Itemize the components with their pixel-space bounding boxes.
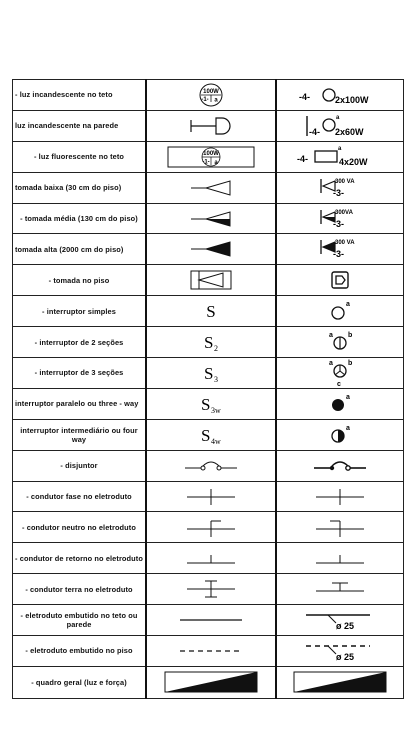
svg-text:-3-: -3- (333, 249, 344, 260)
svg-text:a: a (329, 332, 333, 340)
ceiling-conduit-plan (276, 605, 404, 636)
table-row (13, 203, 404, 234)
floor-conduit-plan (276, 636, 404, 667)
svg-text:S: S (204, 363, 214, 383)
svg-text:a: a (214, 159, 218, 166)
table-row (13, 234, 404, 265)
row-description: interruptor paralelo ou three - way (13, 388, 147, 419)
svg-text:-3-: -3- (333, 187, 344, 198)
table-row (13, 265, 404, 296)
svg-text:c: c (337, 380, 341, 388)
neutral-conductor-symbol (146, 512, 276, 543)
row-description: luz incandescente na parede (13, 110, 147, 141)
svg-text:a: a (346, 393, 350, 401)
row-description: - condutor fase no eletroduto (13, 481, 147, 512)
table-row (13, 80, 404, 111)
mid-outlet-symbol (146, 203, 276, 234)
return-conductor-symbol (146, 543, 276, 574)
svg-text:4x20W: 4x20W (339, 156, 368, 167)
breaker-plan (276, 450, 404, 481)
svg-text:2x100W: 2x100W (335, 94, 369, 105)
single-switch-symbol (146, 296, 276, 327)
svg-text:-1-: -1- (202, 159, 210, 166)
row-description: - condutor de retorno no eletroduto (13, 543, 147, 574)
wall-lamp-symbol (146, 110, 276, 141)
table-row (13, 481, 404, 512)
three-way-switch-symbol (146, 388, 276, 419)
conduit-diameter-label: ø 25 (336, 651, 355, 662)
mid-outlet-plan (276, 203, 404, 234)
table-row (13, 327, 404, 358)
ceiling-lamp-plan (276, 80, 404, 111)
row-description: - tomada no piso (13, 265, 147, 296)
row-description: - luz fluorescente no teto (13, 141, 147, 172)
low-outlet-plan (276, 172, 404, 203)
single-switch-plan (276, 296, 404, 327)
high-outlet-plan (276, 234, 404, 265)
svg-text:b: b (348, 332, 353, 340)
double-switch-plan (276, 327, 404, 358)
panel-symbol (146, 666, 276, 698)
triple-switch-symbol (146, 358, 276, 389)
svg-text:4w: 4w (211, 436, 221, 446)
wall-lamp-plan (276, 110, 404, 141)
svg-text:S: S (201, 394, 211, 414)
ceiling-conduit-symbol (146, 605, 276, 636)
svg-text:2x60W: 2x60W (335, 126, 364, 137)
table-row (13, 141, 404, 172)
row-description: tomada alta (2000 cm do piso) (13, 234, 147, 265)
neutral-conductor-plan (276, 512, 404, 543)
svg-text:-4-: -4- (297, 153, 308, 164)
row-description: - disjuntor (13, 450, 147, 481)
row-description: - luz incandescente no teto (13, 80, 147, 111)
svg-text:-3-: -3- (333, 218, 344, 229)
floor-conduit-symbol (146, 636, 276, 667)
triple-switch-plan (276, 358, 404, 389)
svg-text:-4-: -4- (309, 126, 320, 137)
table-row (13, 110, 404, 141)
row-description: - quadro geral (luz e força) (13, 666, 147, 698)
high-outlet-symbol (146, 234, 276, 265)
row-description: - condutor terra no eletroduto (13, 574, 147, 605)
svg-text:S: S (206, 302, 216, 322)
svg-text:300 VA: 300 VA (335, 178, 355, 185)
return-conductor-plan (276, 543, 404, 574)
table-row (13, 358, 404, 389)
row-description: tomada baixa (30 cm do piso) (13, 172, 147, 203)
panel-plan (276, 666, 404, 698)
row-description: - condutor neutro no eletroduto (13, 512, 147, 543)
table-row (13, 419, 404, 450)
svg-text:a: a (329, 359, 333, 367)
svg-text:a: a (336, 114, 340, 121)
table-row (13, 605, 404, 636)
conduit-diameter-label: ø 25 (336, 621, 355, 632)
phase-conductor-plan (276, 481, 404, 512)
svg-text:3: 3 (214, 374, 218, 384)
symbols-table (12, 79, 404, 699)
phase-conductor-symbol (146, 481, 276, 512)
table-row (13, 388, 404, 419)
svg-text:S: S (204, 333, 214, 353)
fluorescent-plan (276, 141, 404, 172)
svg-text:-1-: -1- (201, 96, 209, 103)
electrical-symbols-table (12, 79, 404, 710)
row-description: - eletroduto embutido no piso (13, 636, 147, 667)
table-row (13, 172, 404, 203)
ceiling-lamp-symbol (146, 80, 276, 111)
row-description: - interruptor de 3 seções (13, 358, 147, 389)
table-row (13, 512, 404, 543)
table-row (13, 666, 404, 698)
double-switch-symbol (146, 327, 276, 358)
svg-text:a: a (346, 301, 350, 309)
table-row (13, 296, 404, 327)
svg-text:S: S (201, 425, 211, 445)
low-outlet-symbol (146, 172, 276, 203)
svg-text:100W: 100W (203, 150, 219, 157)
table-row (13, 450, 404, 481)
svg-text:2: 2 (214, 344, 218, 354)
svg-text:300 VA: 300 VA (335, 240, 355, 247)
four-way-switch-symbol (146, 419, 276, 450)
table-row (13, 574, 404, 605)
three-way-switch-plan (276, 388, 404, 419)
row-description: - interruptor de 2 seções (13, 327, 147, 358)
ground-conductor-symbol (146, 574, 276, 605)
svg-text:a: a (214, 97, 218, 104)
row-description: - interruptor simples (13, 296, 147, 327)
floor-outlet-plan (276, 265, 404, 296)
svg-text:3w: 3w (211, 405, 221, 415)
svg-text:100W: 100W (203, 88, 219, 95)
row-description: interruptor intermediário ou four way (13, 419, 147, 450)
fluorescent-symbol (146, 141, 276, 172)
svg-text:-4-: -4- (299, 91, 310, 102)
four-way-switch-plan (276, 419, 404, 450)
ground-conductor-plan (276, 574, 404, 605)
table-row (13, 543, 404, 574)
breaker-symbol (146, 450, 276, 481)
svg-text:b: b (348, 359, 353, 367)
floor-outlet-symbol (146, 265, 276, 296)
svg-text:a: a (346, 424, 350, 432)
svg-text:300VA: 300VA (335, 209, 353, 216)
svg-text:a: a (338, 145, 342, 152)
table-row (13, 636, 404, 667)
row-description: - eletroduto embutido no teto ou parede (13, 605, 147, 636)
row-description: - tomada média (130 cm do piso) (13, 203, 147, 234)
